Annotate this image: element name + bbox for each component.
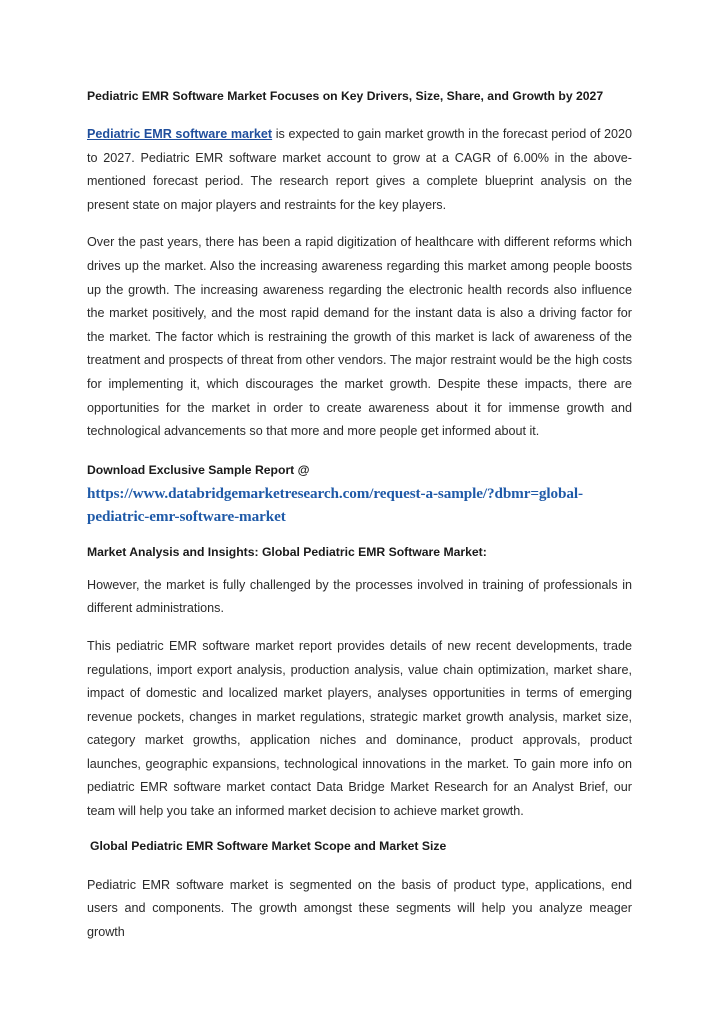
document-title: Pediatric EMR Software Market Focuses on Key Drivers, Size, Share, and Growth by 2027 [87,89,604,103]
paragraph-report-details: This pediatric EMR software market report provides details of new recent developments, trade regulations, import export analysis, production analysis, value chain optimization, market share, impact of domestic and localized market players, analyses opportunities in terms of emerging revenue pockets, changes in market regulations, strategic market growth analysis, market size, category market growths, application niches and dominance, product approvals, product launches, geographic expansions, technological innovations in the market. To gain more info on pediatric EMR software market contact Data Bridge Market Research for an Analyst Brief, our team will help you take an informed market decision to achieve market growth. [87,638,632,819]
paragraph-market-drivers: Over the past years, there has been a rapid digitization of healthcare with different reforms which drives up the market. Also the increasing awareness regarding this market among people boosts up the growth. The increasing awareness regarding the electronic health records also influence the market positively, and the most rapid demand for the instant data is also a driving factor for the market. The factor which is restraining the growth of this market is lack of awareness of the treatment and prospects of threat from other vendors. The major restraint would be the high costs for implementing it, which discourages the market growth. Despite these impacts, there are opportunities for the market in order to create awareness about it for immense growth and technological advancements so that more and more people get informed about it. [87,235,632,439]
paragraph-segmentation: Pediatric EMR software market is segmented on the basis of product type, applications, end users and components. The growth amongst these segments will help you analyze meager growth [87,877,632,939]
paragraph-challenges: However, the market is fully challenged by the processes involved in training of professionals in different administrations. [87,577,632,616]
pediatric-emr-market-link[interactable]: Pediatric EMR software market [87,127,273,141]
section-heading-scope-size: Global Pediatric EMR Software Market Scope and Market Size [90,838,447,853]
intro-paragraph [87,123,632,217]
sample-report-link[interactable]: https://www.databridgemarketresearch.com/request-a-sample/?dbmr=global-pediatric-emr-software-market [87,484,583,525]
document-body [87,86,632,944]
section-heading-market-analysis: Market Analysis and Insights: Global Pediatric EMR Software Market: [87,544,487,559]
intro-text: is expected to gain market growth in the forecast period of 2020 to 2027. Pediatric EMR software market account to grow at a CAGR of 6.00% in the above-mentioned forecast period. The research report gives a complete blueprint analysis on the present state on major players and restraints for the key players. [87,127,632,212]
download-sample-line [87,458,632,528]
download-label: Download Exclusive Sample Report @ [87,462,310,477]
